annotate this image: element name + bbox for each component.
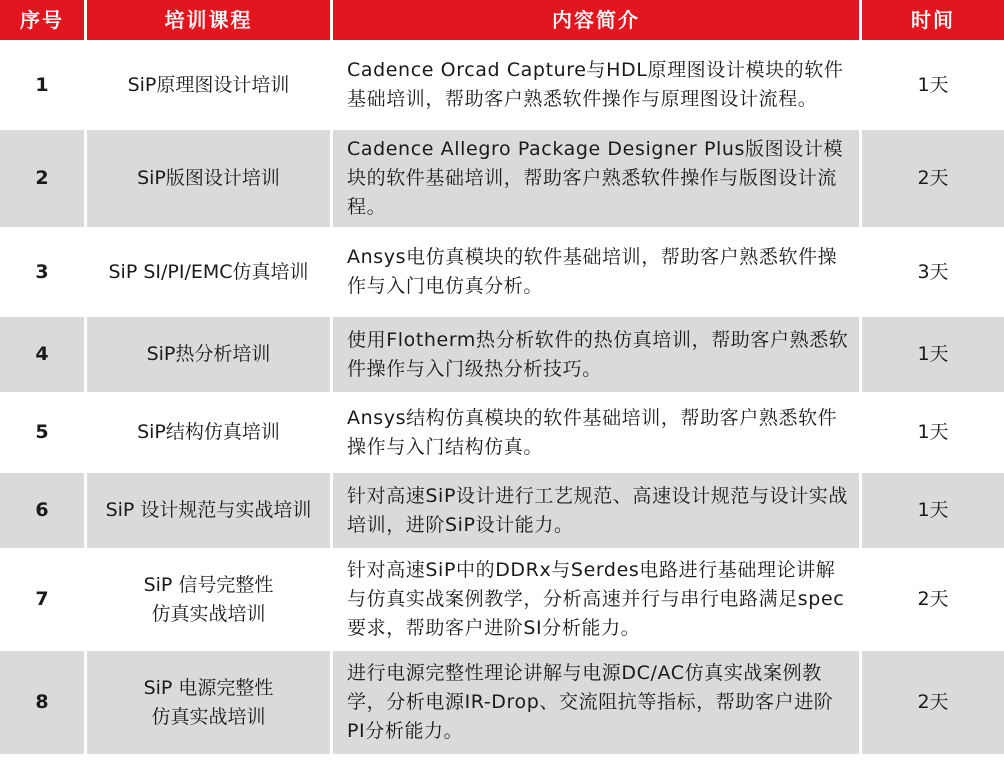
row-time: 1天 xyxy=(862,317,1004,395)
row-content: 针对高速SiP中的DDRx与Serdes电路进行基础理论讲解与仿真实战案例教学，分析高速并行与串行电路满足spec要求，帮助客户进阶SI分析能力。 xyxy=(333,551,862,651)
row-content: Cadence Allegro Package Designer Plus版图设计模块的软件基础培训，帮助客户熟悉软件操作与版图设计流程。 xyxy=(333,130,862,230)
row-course: SiP版图设计培训 xyxy=(87,130,333,230)
row-time: 2天 xyxy=(862,651,1004,757)
header-no: 序号 xyxy=(0,0,87,43)
header-content: 内容简介 xyxy=(333,0,862,43)
row-content: 进行电源完整性理论讲解与电源DC/AC仿真实战案例教学，分析电源IR-Drop、交流阻抗等指标，帮助客户进阶PI分析能力。 xyxy=(333,651,862,757)
row-no: 4 xyxy=(0,317,87,395)
row-no: 1 xyxy=(0,43,87,130)
row-time: 1天 xyxy=(862,395,1004,473)
row-time: 1天 xyxy=(862,473,1004,551)
header-time: 时间 xyxy=(862,0,1004,43)
row-course: SiP SI/PI/EMC仿真培训 xyxy=(87,230,333,317)
row-time: 1天 xyxy=(862,43,1004,130)
row-content: 使用Flotherm热分析软件的热仿真培训，帮助客户熟悉软件操作与入门级热分析技巧。 xyxy=(333,317,862,395)
row-time: 3天 xyxy=(862,230,1004,317)
row-content: Ansys电仿真模块的软件基础培训，帮助客户熟悉软件操作与入门电仿真分析。 xyxy=(333,230,862,317)
header-course: 培训课程 xyxy=(87,0,333,43)
row-time: 2天 xyxy=(862,551,1004,651)
row-no: 2 xyxy=(0,130,87,230)
row-course: SiP原理图设计培训 xyxy=(87,43,333,130)
row-content: 针对高速SiP设计进行工艺规范、高速设计规范与设计实战培训，进阶SiP设计能力。 xyxy=(333,473,862,551)
row-no: 7 xyxy=(0,551,87,651)
row-course: SiP 设计规范与实战培训 xyxy=(87,473,333,551)
row-time: 2天 xyxy=(862,130,1004,230)
row-no: 8 xyxy=(0,651,87,757)
row-content: Ansys结构仿真模块的软件基础培训，帮助客户熟悉软件操作与入门结构仿真。 xyxy=(333,395,862,473)
row-course: SiP 电源完整性 仿真实战培训 xyxy=(87,651,333,757)
row-course: SiP 信号完整性 仿真实战培训 xyxy=(87,551,333,651)
row-course: SiP热分析培训 xyxy=(87,317,333,395)
row-no: 3 xyxy=(0,230,87,317)
row-no: 5 xyxy=(0,395,87,473)
row-no: 6 xyxy=(0,473,87,551)
row-course: SiP结构仿真培训 xyxy=(87,395,333,473)
row-content: Cadence Orcad Capture与HDL原理图设计模块的软件基础培训，帮助客户熟悉软件操作与原理图设计流程。 xyxy=(333,43,862,130)
